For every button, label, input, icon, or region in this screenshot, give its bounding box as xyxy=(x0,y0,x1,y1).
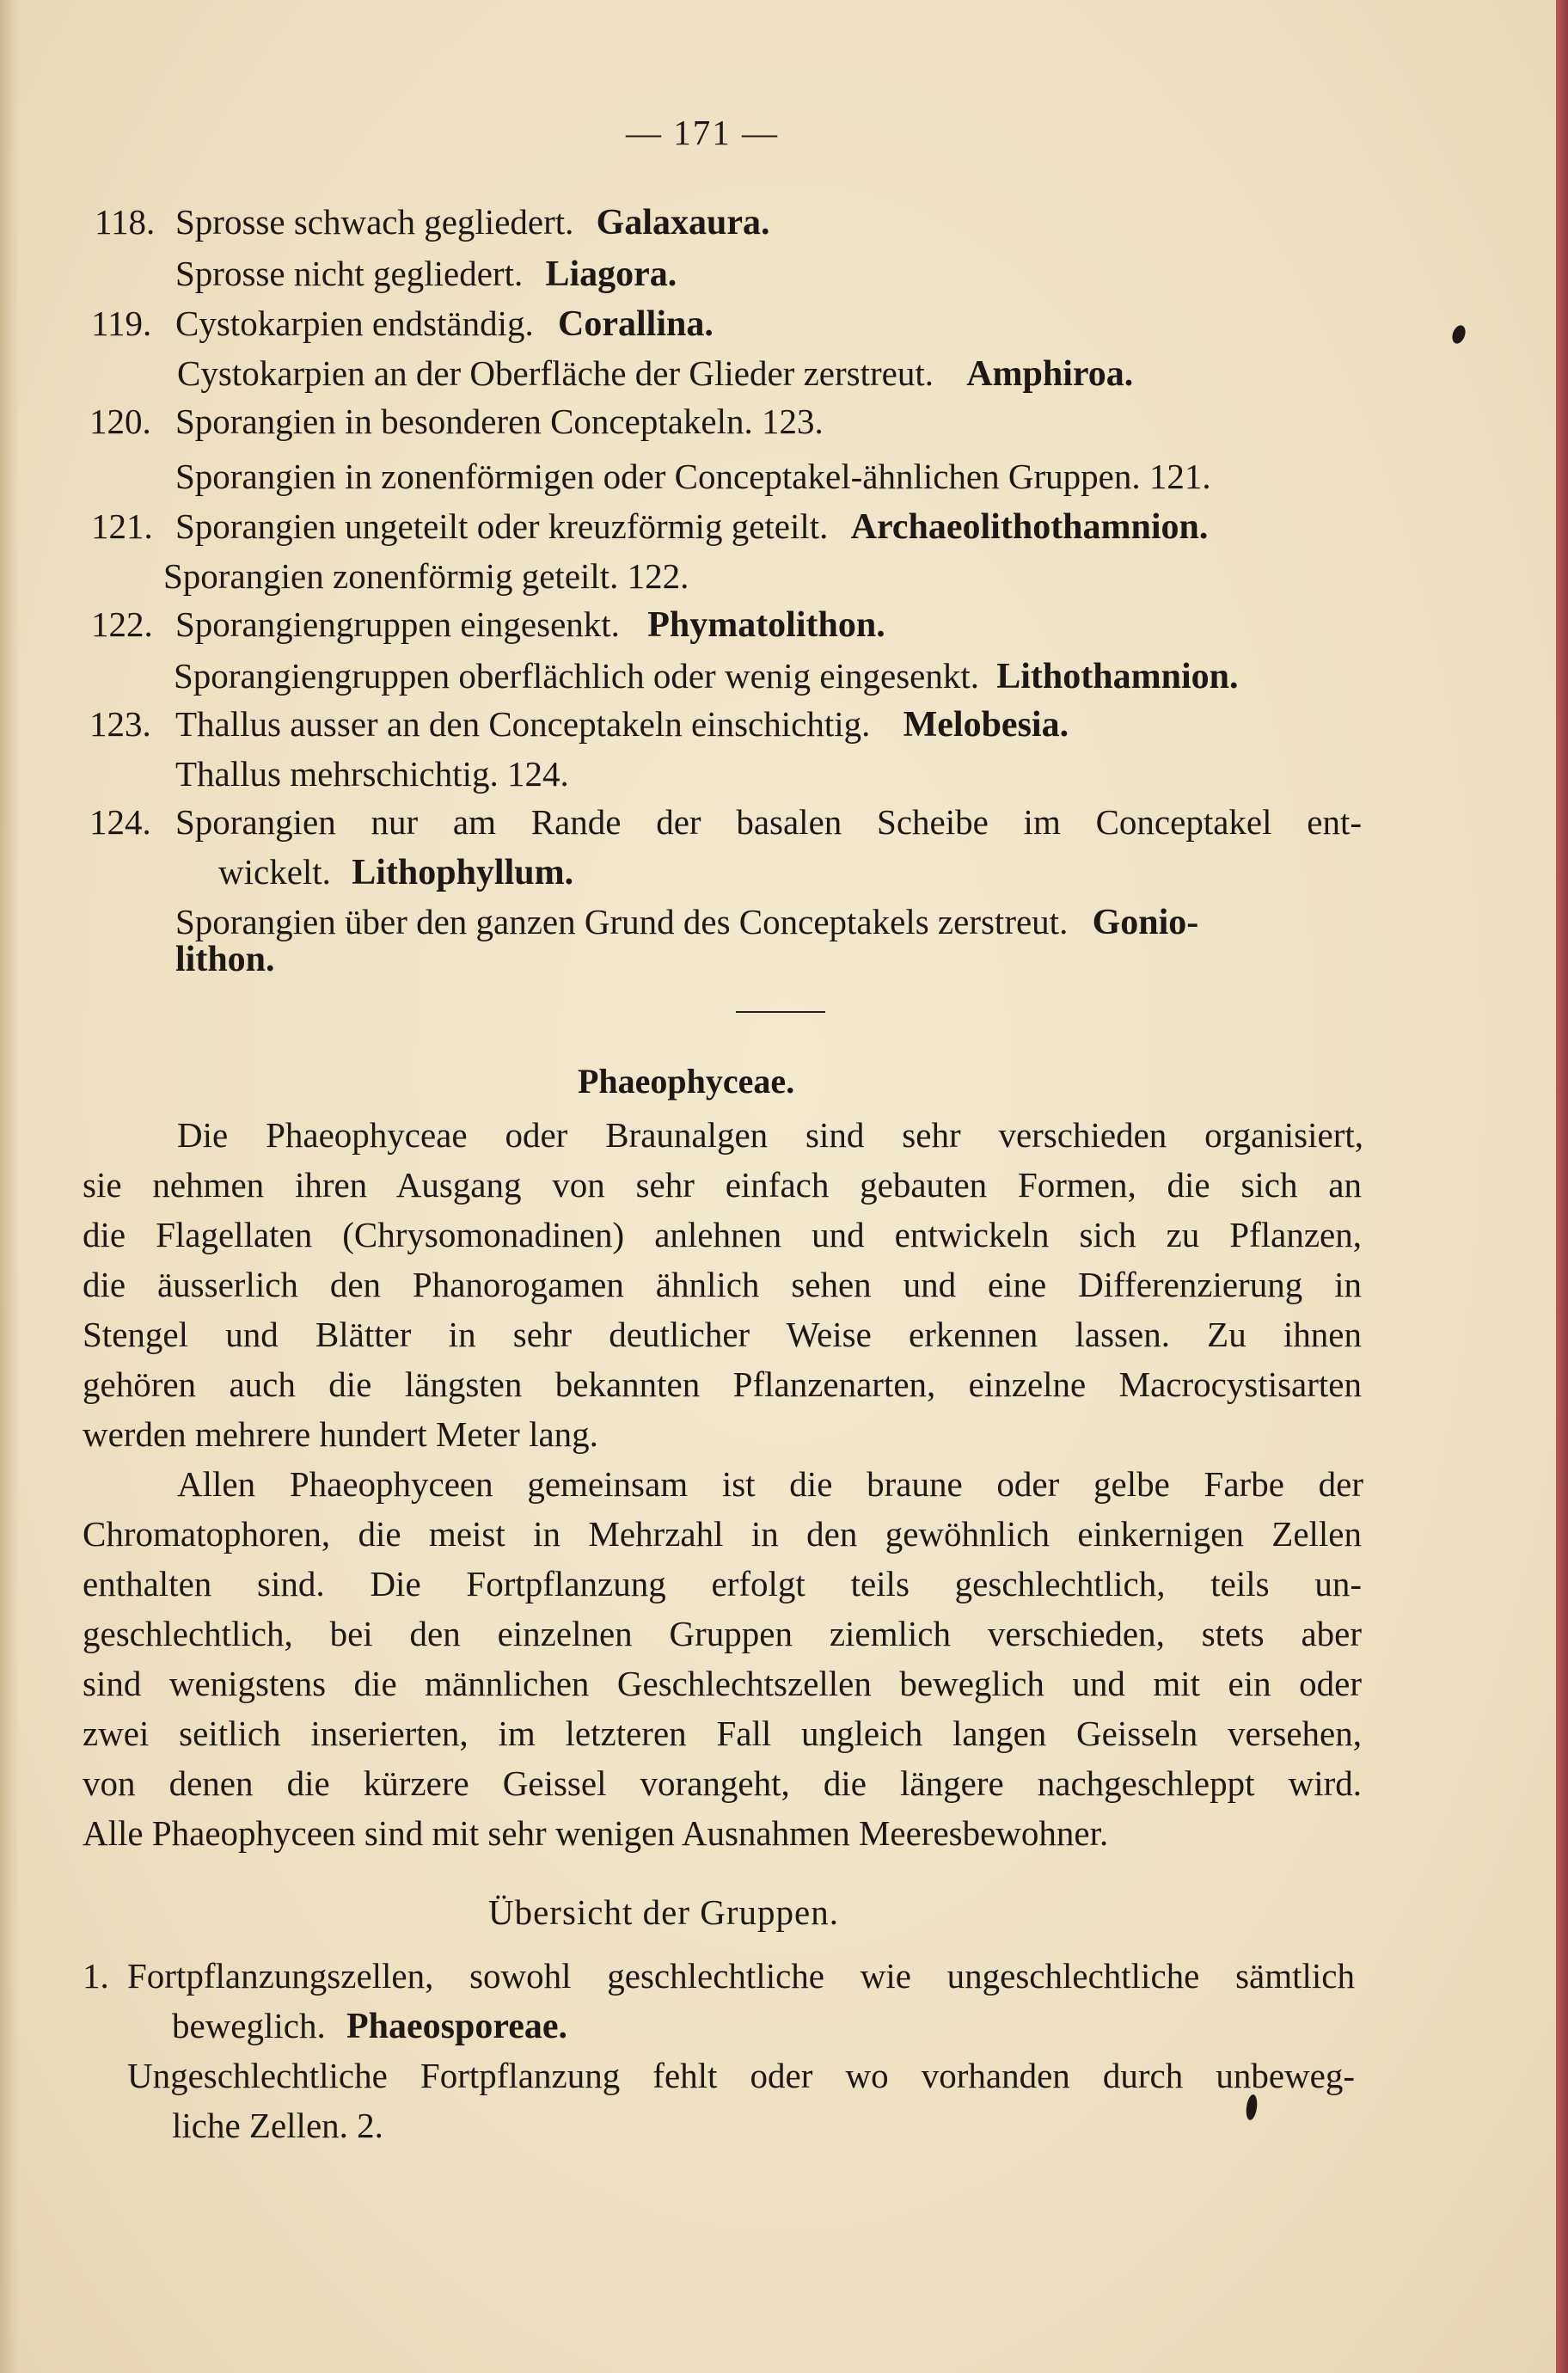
taxon-name: Galaxaura. xyxy=(596,203,770,242)
paragraph-line: Die Phaeophyceae oder Braunalgen sind sehr verschieden organisiert, xyxy=(177,1115,1363,1155)
entry-number: 124. xyxy=(89,802,151,842)
taxon-name: Phymatolithon. xyxy=(647,605,885,645)
taxon-name: Lithothamnion. xyxy=(996,657,1239,696)
page-edge-red xyxy=(1556,0,1568,2373)
taxon-name: Gonio- xyxy=(1092,903,1199,942)
key-entry xyxy=(177,351,1133,396)
paragraph-line: Allen Phaeophyceen gemeinsam ist die braune oder gelbe Farbe der xyxy=(177,1464,1363,1504)
taxon-name: Melobesia. xyxy=(903,705,1069,745)
entry-text: Sporangiengruppen oberflächlich oder wenig eingesenkt. xyxy=(174,656,979,696)
page-gutter-shadow xyxy=(0,0,19,2373)
paragraph-line: sie nehmen ihren Ausgang von sehr einfach gebauten Formen, die sich an xyxy=(83,1165,1362,1205)
taxon-name: Corallina. xyxy=(558,304,714,344)
key-entry: Sporangien nur am Rande der basalen Scheibe im Conceptakel ent- xyxy=(175,802,1362,842)
entry-text: wickelt. xyxy=(218,852,331,892)
paragraph-line: zwei seitlich inserierten, im letzteren Fall ungleich langen Geisseln versehen, xyxy=(83,1714,1362,1753)
entry-text: Sporangien ungeteilt oder kreuzförmig geteilt. xyxy=(175,506,829,546)
paragraph-line: Alle Phaeophyceen sind mit sehr wenigen Ausnahmen Meeresbewohner. xyxy=(83,1813,1109,1853)
key-entry xyxy=(175,602,885,647)
paragraph-line: enthalten sind. Die Fortpflanzung erfolgt teils geschlechtlich, teils un- xyxy=(83,1564,1362,1603)
entry-number: 118. xyxy=(95,202,156,242)
ink-spot xyxy=(1450,323,1468,345)
key-entry: Sporangien zonenförmig geteilt. 122. xyxy=(163,556,689,596)
entry-number: 119. xyxy=(91,304,152,343)
key-entry xyxy=(175,702,1069,747)
paragraph-line: gehören auch die längsten bekannten Pflanzenarten, einzelne Macrocystisarten xyxy=(83,1364,1362,1404)
paragraph-line: sind wenigstens die männlichen Geschlechtszellen beweglich und mit ein oder xyxy=(83,1664,1362,1703)
entry-text: Sprosse nicht gegliedert. xyxy=(175,254,524,293)
key-entry xyxy=(175,301,714,346)
ink-spot xyxy=(1245,2094,1259,2120)
taxon-name: Lithophyllum. xyxy=(352,853,574,892)
entry-text: Cystokarpien endständig. xyxy=(175,304,534,343)
key-entry: Fortpflanzungszellen, sowohl geschlechtliche wie ungeschlechtliche sämtlich xyxy=(127,1956,1355,1996)
entry-text: beweglich. xyxy=(172,2006,326,2045)
section-heading: Phaeophyceae. xyxy=(578,1062,795,1101)
key-entry xyxy=(172,2003,567,2049)
entry-text: Thallus ausser an den Conceptakeln einschichtig. xyxy=(175,704,871,744)
taxon-name: Archaeolithothamnion. xyxy=(850,507,1209,547)
entry-number: 120. xyxy=(89,402,151,441)
paragraph-line: geschlechtlich, bei den einzelnen Gruppen ziemlich verschieden, stets aber xyxy=(83,1614,1362,1653)
key-entry xyxy=(175,251,677,297)
entry-number: 122. xyxy=(91,604,153,644)
taxon-name: Liagora. xyxy=(545,254,677,294)
key-entry: Ungeschlechtliche Fortpflanzung fehlt oder wo vorhanden durch unbeweg- xyxy=(127,2056,1355,2095)
key-entry: Sporangien in besonderen Conceptakeln. 123. xyxy=(175,402,824,441)
taxon-name: Amphiroa. xyxy=(966,354,1134,394)
paragraph-line: die äusserlich den Phanorogamen ähnlich sehen und eine Differenzierung in xyxy=(83,1265,1362,1304)
entry-text: Sporangiengruppen eingesenkt. xyxy=(175,604,620,644)
paragraph-line: von denen die kürzere Geissel vorangeht, die längere nachgeschleppt wird. xyxy=(83,1763,1362,1803)
entry-number: 121. xyxy=(91,506,153,546)
key-entry xyxy=(175,504,1208,549)
page-number: — 171 — xyxy=(626,113,779,152)
paragraph-line: Stengel und Blätter in sehr deutlicher Weise erkennen lassen. Zu ihnen xyxy=(83,1315,1362,1354)
entry-text: Sprosse schwach gegliedert. xyxy=(175,202,574,242)
section-divider xyxy=(736,1011,825,1013)
paragraph-line: Chromatophoren, die meist in Mehrzahl in den gewöhnlich einkernigen Zellen xyxy=(83,1514,1362,1554)
entry-number: 1. xyxy=(83,1956,109,1996)
key-entry: Sporangien in zonenförmigen oder Conceptakel-ähnlichen Gruppen. 121. xyxy=(175,457,1211,496)
entry-text: Cystokarpien an der Oberfläche der Glieder zerstreut. xyxy=(177,353,934,393)
paragraph-line: werden mehrere hundert Meter lang. xyxy=(83,1414,598,1454)
taxon-name: Phaeosporeae. xyxy=(346,2007,568,2046)
key-entry xyxy=(174,653,1239,699)
entry-text: Sporangien über den ganzen Grund des Conceptakels zerstreut. xyxy=(175,902,1069,941)
key-entry: liche Zellen. 2. xyxy=(172,2106,383,2145)
key-entry xyxy=(218,849,573,895)
taxon-name: lithon. xyxy=(175,940,275,979)
overview-heading: Übersicht der Gruppen. xyxy=(488,1892,839,1932)
key-entry xyxy=(175,199,770,245)
paragraph-line: die Flagellaten (Chrysomonadinen) anlehnen und entwickeln sich zu Pflanzen, xyxy=(83,1215,1362,1254)
key-entry: Thallus mehrschichtig. 124. xyxy=(175,754,569,794)
key-entry xyxy=(175,899,1362,945)
entry-number: 123. xyxy=(89,704,151,744)
